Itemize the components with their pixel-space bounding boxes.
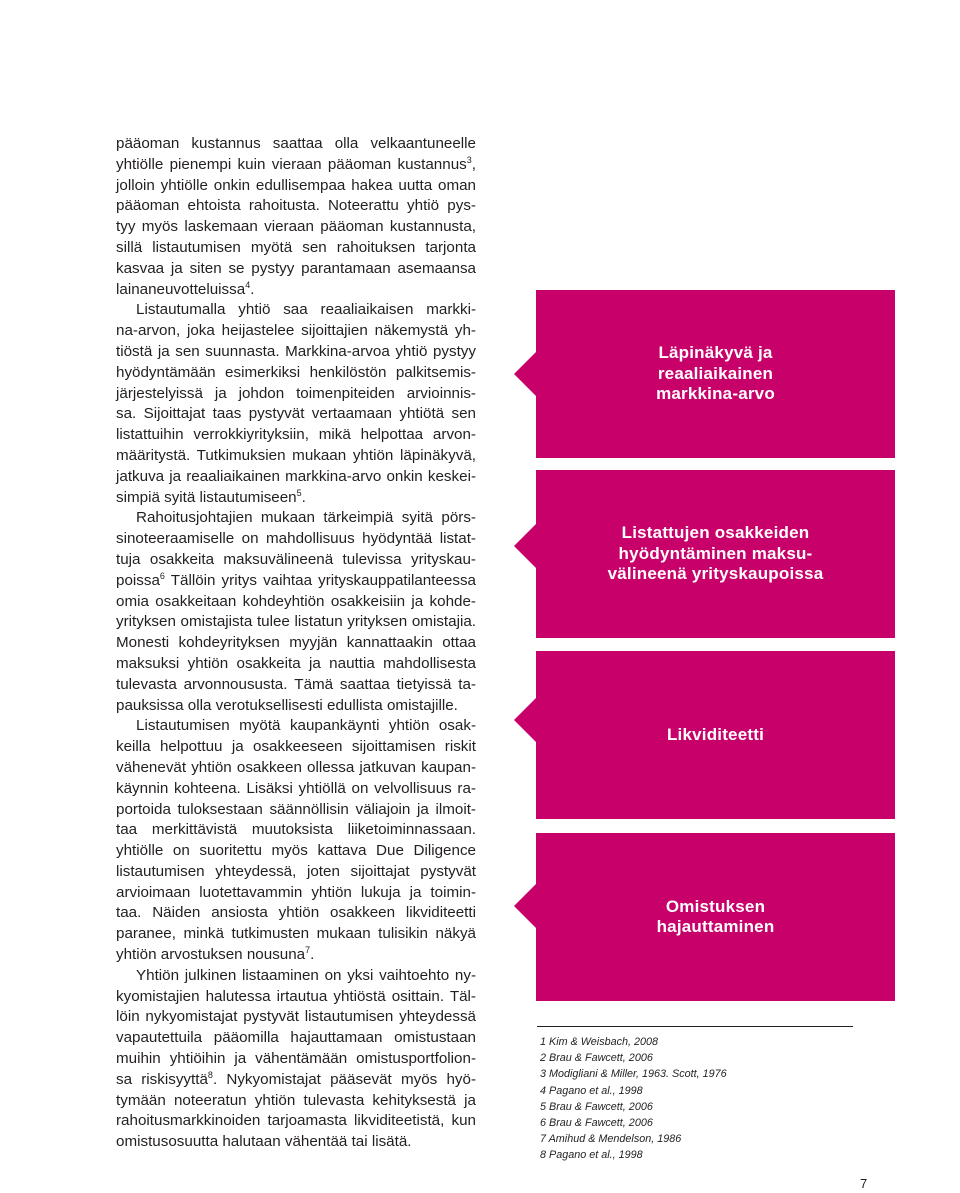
callout-label: Omistuksen hajauttaminen: [656, 896, 775, 936]
paragraph-2: [116, 300, 476, 508]
callout-label: Likviditeetti: [666, 724, 765, 744]
text-line: Listautumalla yhtiö saa reaaliaikaisen markki-: [136, 301, 476, 319]
article-body: [116, 134, 476, 1153]
callout-pointer: [514, 352, 536, 396]
footnote-ref: 4: [245, 279, 251, 290]
text-line: tyy myös laskemaan vieraan pääoman kustannusta,: [116, 218, 476, 236]
text-line: pauksissa olla verotuksellisesti edullista omistajille.: [116, 696, 458, 714]
text-line: Listautumisen myötä kaupankäynti yhtiön osak-: [136, 717, 476, 735]
text-line: kyomistajien halutessa irtautua yhtiöstä osittain. Täl-: [116, 987, 476, 1005]
text-line: pääoman kustannus saattaa olla velkaantuneelle: [116, 135, 476, 152]
text-line: jolloin yhtiölle onkin edullisempaa hakea uutta oman: [116, 176, 476, 194]
callout-box-transparent-market-value: [536, 290, 895, 458]
text-line: yrityksen omistajista tulee listatun yrityksen omistajia.: [116, 613, 476, 631]
footnote-ref: 3: [466, 154, 472, 165]
text-line: sinoteeraamiselle on mahdollisuus hyödyntää listat-: [116, 530, 476, 548]
footnote-item: 7 Amihud & Mendelson, 1986: [540, 1133, 682, 1146]
text-line: omistusosuutta halutaan vähentää tai lisätä.: [116, 1133, 412, 1151]
text-line: tuja osakkeita maksuvälineenä tulevissa yrityskau-: [116, 550, 476, 568]
text-line: rahoitusmarkkinoiden tarjoamasta likviditeetistä, kun: [116, 1112, 476, 1130]
text-line: listautumisen yhteydessä, joten sijoittajat pystyvät: [116, 862, 476, 880]
text-line: muihin yhtiöihin ja vähentämään omistusportfolion-: [116, 1050, 476, 1068]
text-line: listattuihin verrokkiyrityksiin, mikä helpottaa arvon-: [116, 426, 476, 444]
text-line: yhtiölle pienempi kuin vieraan pääoman kustannus$^3$,: [116, 154, 476, 173]
text-line: tiöstä ja sen suunnasta. Markkina-arvoa yhtiö pystyy: [116, 342, 476, 360]
text-line: järjestelyissä ja johdon toimenpiteiden arvioinnis-: [116, 384, 476, 402]
callout-box-liquidity: [536, 651, 895, 819]
text-line: omia osakkeitaan kohdeyhtiön osakkeisiin ja kohde-: [116, 592, 476, 610]
paragraph-1: [116, 134, 476, 300]
text-line: keilla helpottuu ja osakkeeseen sijoittamisen riskit: [116, 738, 476, 756]
footnotes-list: [540, 1034, 860, 1164]
text-line: tymään noteeratun yhtiön tulevasta kehityksestä ja: [116, 1091, 476, 1109]
text-line: lainaneuvotteluissa$^4$.: [116, 279, 255, 298]
text-line: yhtiölle on suoritettu myös kattava Due Diligence: [116, 842, 476, 860]
footnote-item: 3 Modigliani & Miller, 1963. Scott, 1976: [540, 1068, 727, 1081]
text-line: Rahoitusjohtajien mukaan tärkeimpiä syitä pörs-: [136, 509, 476, 527]
text-line: taa merkittävistä muutoksista liiketoiminnassaan.: [116, 821, 476, 839]
footnote-item: 5 Brau & Fawcett, 2006: [540, 1100, 653, 1113]
text-line: vähenevät yhtiön osakkeen ollessa jatkuvan kaupan-: [116, 758, 476, 776]
text-line: jatkuva ja reaaliaikainen markkina-arvo onkin keskei-: [116, 467, 476, 485]
paragraph-4: [116, 716, 476, 966]
text-line: yhtiön arvostuksen nousuna$^7$.: [116, 945, 315, 964]
footnote-item: 1 Kim & Weisbach, 2008: [540, 1036, 659, 1048]
text-line: hyödyntämään esimerkiksi henkilöstön palkitsemis-: [116, 363, 476, 381]
footnote-item: 6 Brau & Fawcett, 2006: [540, 1117, 653, 1130]
paragraph-3: [116, 508, 476, 716]
text-line: pääoman ehtoista rahoitusta. Noteerattu yhtiö pys-: [116, 197, 476, 215]
callout-box-shares-as-payment: [536, 470, 895, 638]
text-line: määritystä. Tutkimuksien mukaan yhtiön läpinäkyvä,: [116, 446, 476, 464]
text-line: arvioimaan luotettavammin yhtiön lukuja ja toimin-: [116, 883, 476, 901]
text-line: sa riskisyyttä$^8$. Nykyomistajat pääsevät myös hyö-: [116, 1069, 476, 1088]
text-line: sa. Sijoittajat taas pystyvät vertaamaan yhtiötä sen: [116, 405, 476, 423]
page-number: 7: [860, 1176, 868, 1191]
text-line: vapautettuila pääomilla hajauttamaan omistustaan: [116, 1029, 476, 1047]
text-line: tulevasta arvonnousustа. Tämä saattaa tietyissä ta-: [116, 675, 476, 693]
text-line: paranee, minkä tutkimusten mukaan tulisikin näkyä: [116, 925, 476, 943]
callout-box-ownership-diversification: [536, 833, 895, 1001]
text-line: löin nykyomistajat pystyvät listautumisen yhteydessä: [116, 1008, 476, 1026]
text-line: na-arvon, joka heijastelee sijoittajien näkemystä yh-: [116, 322, 476, 340]
text-line: Monesti kohdeyrityksen myyjän kannattaakin ottaa: [116, 634, 476, 652]
footnote-divider: [537, 1026, 853, 1027]
text-line: kasvaa ja siten se pystyy parantamaan asemaansa: [116, 259, 476, 277]
text-line: portoida tuloksestaan säännöllisin väliajoin ja ilmoit-: [116, 800, 476, 818]
callout-pointer: [514, 884, 536, 928]
text-line: taa. Näiden ansiosta yhtiön osakkeen likviditeetti: [116, 904, 476, 922]
footnote-item: 4 Pagano et al., 1998: [540, 1084, 643, 1097]
footnote-ref: 6: [159, 570, 165, 581]
text-line: maksuksi yhtiön osakkeita ja nauttia mahdollisesta: [116, 654, 476, 672]
text-line: käynnin kohteena. Lisäksi yhtiöllä on velvollisuus ra-: [116, 779, 476, 797]
footnote-ref: 7: [305, 945, 311, 956]
text-line: poissa$^6$ Tällöin yritys vaihtaa yrityskauppatilanteessa: [116, 570, 476, 589]
footnote-item: 2 Brau & Fawcett, 2006: [540, 1052, 653, 1065]
callout-pointer: [514, 524, 536, 568]
callout-pointer: [514, 698, 536, 742]
callout-label: Läpinäkyvä ja reaaliaikainen markkina-arvo: [656, 343, 775, 404]
callout-label: Listattujen osakkeiden hyödyntäminen maksu- välineenä yrityskaupoissa: [607, 523, 824, 584]
paragraph-5: [116, 966, 476, 1153]
text-line: Yhtiön julkinen listaaminen on yksi vaihtoehto ny-: [136, 966, 476, 984]
footnote-item: 8 Pagano et al., 1998: [540, 1149, 643, 1162]
footnote-ref: 5: [296, 487, 302, 498]
footnote-ref: 8: [207, 1069, 213, 1080]
text-line: simpiä syitä listautumiseen$^5$.: [116, 487, 306, 506]
text-line: sillä listautumisen myötä sen rahoituksen tarjonta: [116, 238, 476, 256]
